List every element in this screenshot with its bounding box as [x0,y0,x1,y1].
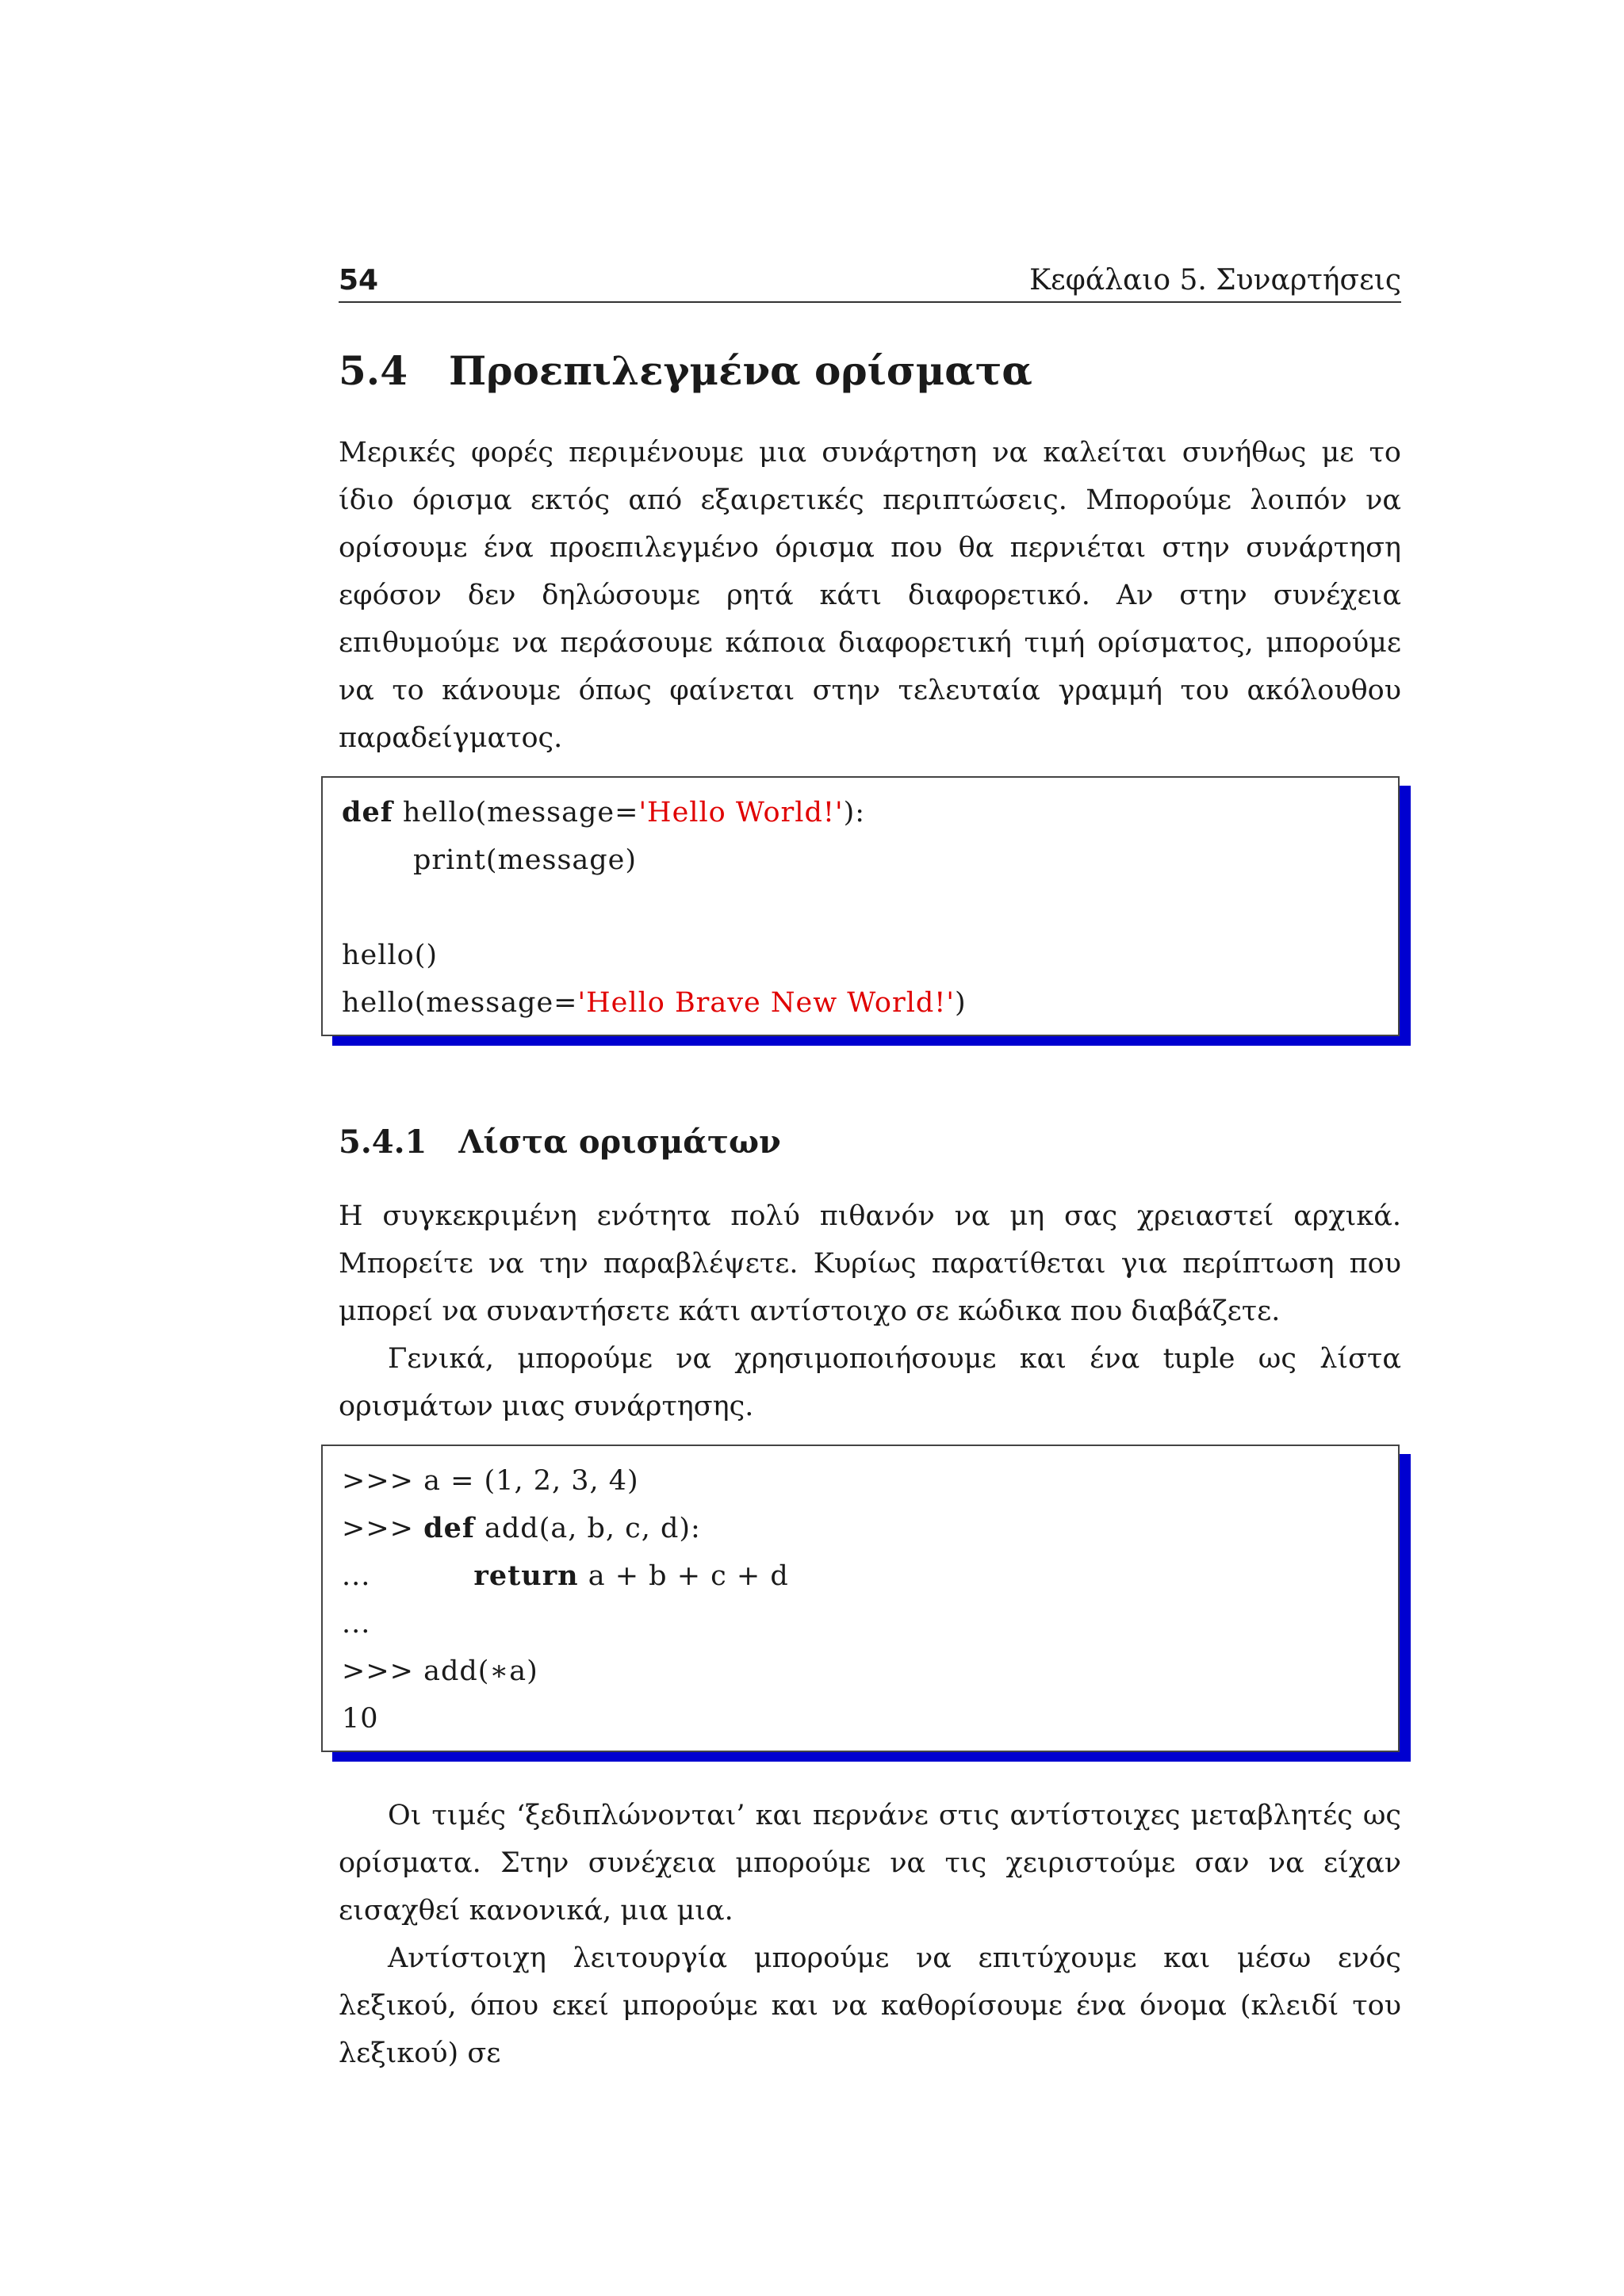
code-string: 'Hello Brave New World!' [577,987,955,1019]
code-listing-hello [321,776,1400,1036]
chapter-title: Κεφάλαιο 5. Συναρτήσεις [1029,264,1401,297]
code-line: >>> a = (1, 2, 3, 4) [342,1465,639,1497]
paragraph: Γενικά, μπορούμε να χρησιμοποιήσουμε και ένα tuple ως λίστα ορισμάτων μιας συνάρτησης. [339,1343,1401,1422]
subsection-heading [339,1123,1401,1161]
code-keyword: return [473,1559,579,1592]
code-prompt: >>> [342,1513,424,1544]
running-header [339,254,1401,303]
subsection-title: Λίστα ορισμάτων [458,1123,781,1161]
code-line: >>> add(∗a) [342,1655,538,1687]
paragraph: Οι τιμές ‘ξεδιπλώνονται’ και περνάνε στις αντίστοιχες μεταβλητές ως ορίσματα. Στην συνέχεια μπορούμε να τις χειριστούμε σαν να είχαν εισαχθεί κανονικά, μια μια. [339,1800,1401,1927]
code-string: 'Hello World!' [638,797,844,828]
spacer [339,1752,1401,1792]
code-line [342,789,1379,836]
code-listing-add [321,1445,1400,1752]
intro-paragraph: Μερικές φορές περιμένουμε μια συνάρτηση να καλείται συνήθως με το ίδιο όρισμα εκτός από εξαιρετικές περιπτώσεις. Μπορούμε λοιπόν να ορίσουμε ένα προεπιλεγμένο όρισμα που θα περνιέται στην συνάρτηση εφόσον δεν δηλώσουμε ρητά κάτι διαφορετικό. Αν στην συνέχεια επιθυμούμε να περάσουμε κάποια διαφορετική τιμή ορίσματος, μπορούμε να το κάνουμε όπως φαίνεται στην τελευταία γραμμή του ακόλουθου παραδείγματος. [339,437,1401,754]
code-text: ) [955,987,967,1019]
code-prompt: ... [342,1560,371,1592]
code-keyword: def [423,1512,475,1544]
page-number: 54 [339,264,379,297]
code-text: a + b + c + d [578,1560,789,1592]
section-number: 5.4 [339,347,408,394]
code-text: hello(message= [393,797,639,828]
paragraph: Η συγκεκριμένη ενότητα πολύ πιθανόν να μη σας χρειαστεί αρχικά. Μπορείτε να την παραβλέψετε. Κυρίως παρατίθεται για περίπτωση που μπορεί να συναντήσετε κάτι αντίστοιχο σε κώδικα που διαβάζετε. [339,1200,1401,1327]
code-line-blank [342,884,1379,932]
section-title: Προεπιλεγμένα ορίσματα [449,347,1032,394]
code-text: hello(message= [342,987,578,1019]
spacer [339,1036,1401,1123]
code-keyword: def [342,796,393,828]
section-heading [339,347,1401,394]
code-line: print(message) [413,844,638,876]
code-text: add(a, b, c, d): [474,1513,701,1544]
code-line [342,979,1379,1027]
subsection-number: 5.4.1 [339,1123,427,1161]
code-line: hello() [342,939,439,971]
code-line: 10 [342,1703,379,1735]
paragraph: Αντίστοιχη λειτουργία μπορούμε να επιτύχουμε και μέσω ενός λεξικού, όπου εκεί μπορούμε και να καθορίσουμε ένα όνομα (κλειδί του λεξικού) σε [339,1942,1401,2069]
code-text: ): [843,797,866,828]
book-page [339,254,1401,2077]
code-line [342,1505,1379,1552]
code-line: ... [342,1608,371,1640]
code-line [342,1552,1379,1600]
